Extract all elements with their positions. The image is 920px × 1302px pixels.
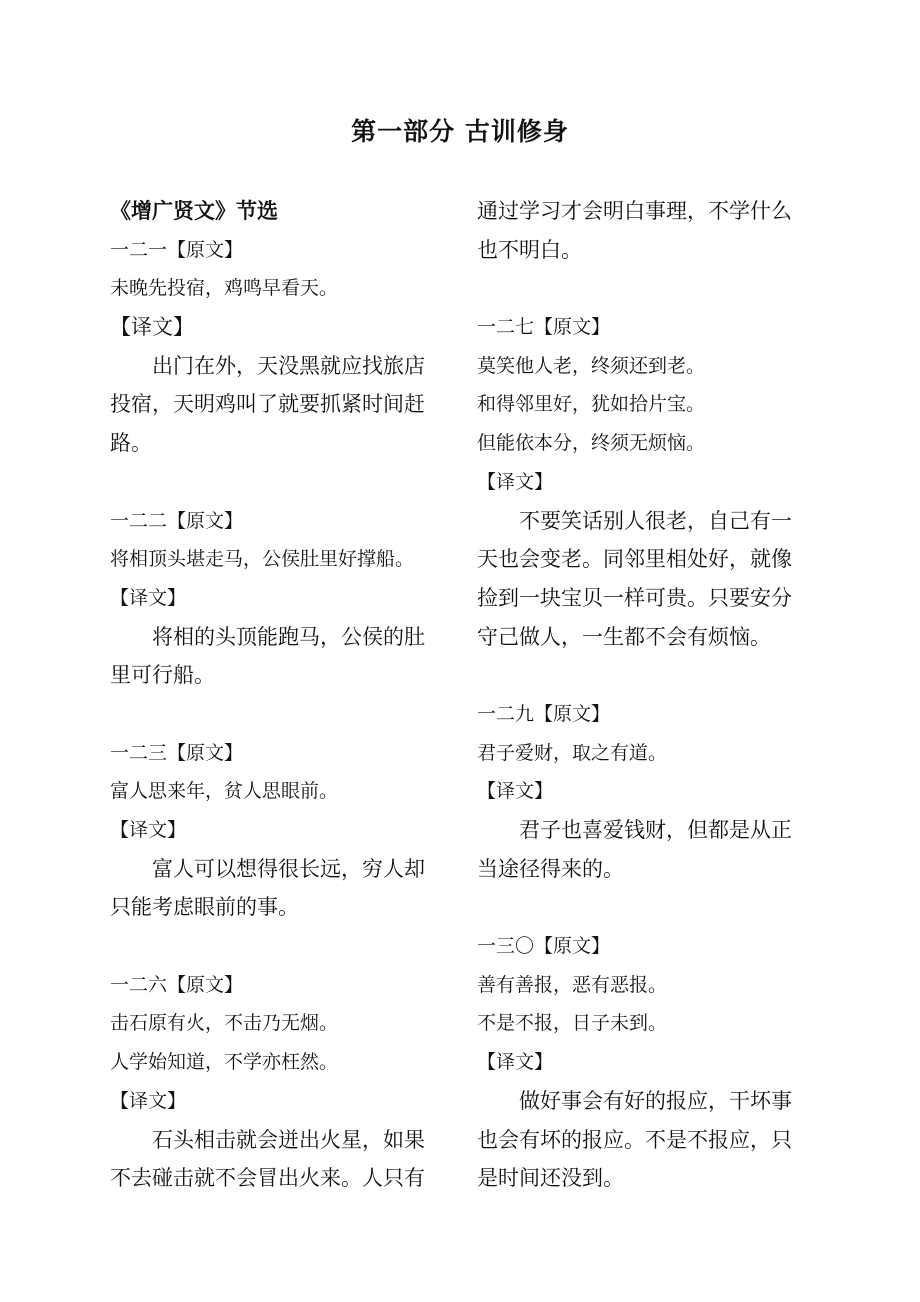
entry-label: 【译文】 [110,586,187,609]
translation-text-line: 只能考虑眼前的事。 [110,895,299,920]
blank-line [477,269,815,308]
translation-text-line: 做好事会有好的报应，干坏事 [519,1088,792,1113]
translation-text-line: 不要笑话别人很老，自己有一 [519,508,792,533]
translation-text-line: 通过学习才会明白事理，不学什么 [477,199,792,223]
translation-text-line: 不去碰击就不会冒出火来。人只有 [110,1166,425,1191]
left-column [110,192,448,1198]
translation-text-line: 里可行船。 [110,663,215,688]
entry-label: 一二九【原文】 [477,702,611,725]
translation-text-line: 石头相击就会迸出火星，如果 [152,1127,425,1152]
right-column [477,192,815,1198]
translation-text-line: 投宿，天明鸡叫了就要抓紧时间赶 [110,392,425,417]
translation-text-line: 守己做人，一生都不会有烦恼。 [477,624,771,649]
entry-label: 【译文】 [477,470,554,493]
original-text-line: 但能依本分，终须无烦恼。 [477,432,706,455]
entry-label: 一三〇【原文】 [477,935,611,958]
original-text-line: 人学始知道，不学亦枉然。 [110,1051,339,1074]
translation-text-line: 出门在外，天没黑就应找旅店 [152,353,425,378]
page-title: 第一部分 古训修身 [351,117,569,146]
section-heading: 《增广贤文》节选 [110,199,278,223]
original-text-line: 莫笑他人老，终须还到老。 [477,354,706,377]
entry-label: 一二三【原文】 [110,741,244,764]
entry-label: 一二一【原文】 [110,238,244,261]
original-text-line: 君子爱财，取之有道。 [477,741,668,764]
entry-label: 一二六【原文】 [110,973,244,996]
blank-line [110,463,448,502]
translation-text-line: 将相的头顶能跑马，公侯的肚 [152,624,425,649]
blank-line [477,888,815,927]
translation-text-line: 也不明白。 [477,237,582,262]
original-text-line: 击石原有火，不击乃无烟。 [110,1012,339,1035]
original-text-line: 富人思来年，贫人思眼前。 [110,780,339,803]
original-text-line: 善有善报，恶有恶报。 [477,973,668,996]
translation-text-line: 路。 [110,431,152,456]
translation-text-line: 是时间还没到。 [477,1166,624,1191]
entry-label: 【译文】 [110,819,187,841]
blank-line [477,656,815,695]
original-text-line: 未晚先投宿，鸡鸣早看天。 [110,277,339,300]
translation-text-line: 天也会变老。同邻里相处好，就像 [477,547,792,572]
translation-text-line: 富人可以想得很长远，穷人却 [152,856,425,881]
entry-label: 【译文】 [477,1051,554,1074]
original-text-line: 不是不报，日子未到。 [477,1012,668,1035]
original-text-line: 和得邻里好，犹如拾片宝。 [477,393,706,416]
entry-label: 【译文】 [477,780,554,803]
translation-text-line: 也会有坏的报应。不是不报应，只 [477,1127,792,1152]
entry-label: 一二二【原文】 [110,509,244,532]
original-text-line: 将相顶头堪走马，公侯肚里好撑船。 [110,548,415,571]
translation-text-line: 当途径得来的。 [477,856,624,881]
translation-text-line: 君子也喜爱钱财，但都是从正 [519,818,792,842]
entry-label: 【译文】 [110,1089,187,1112]
entry-label: 一二七【原文】 [477,316,611,339]
entry-label: 【译文】 [110,315,194,340]
blank-line [110,927,448,966]
blank-line [110,695,448,734]
translation-text-line: 捡到一块宝贝一样可贵。只要安分 [477,585,792,610]
